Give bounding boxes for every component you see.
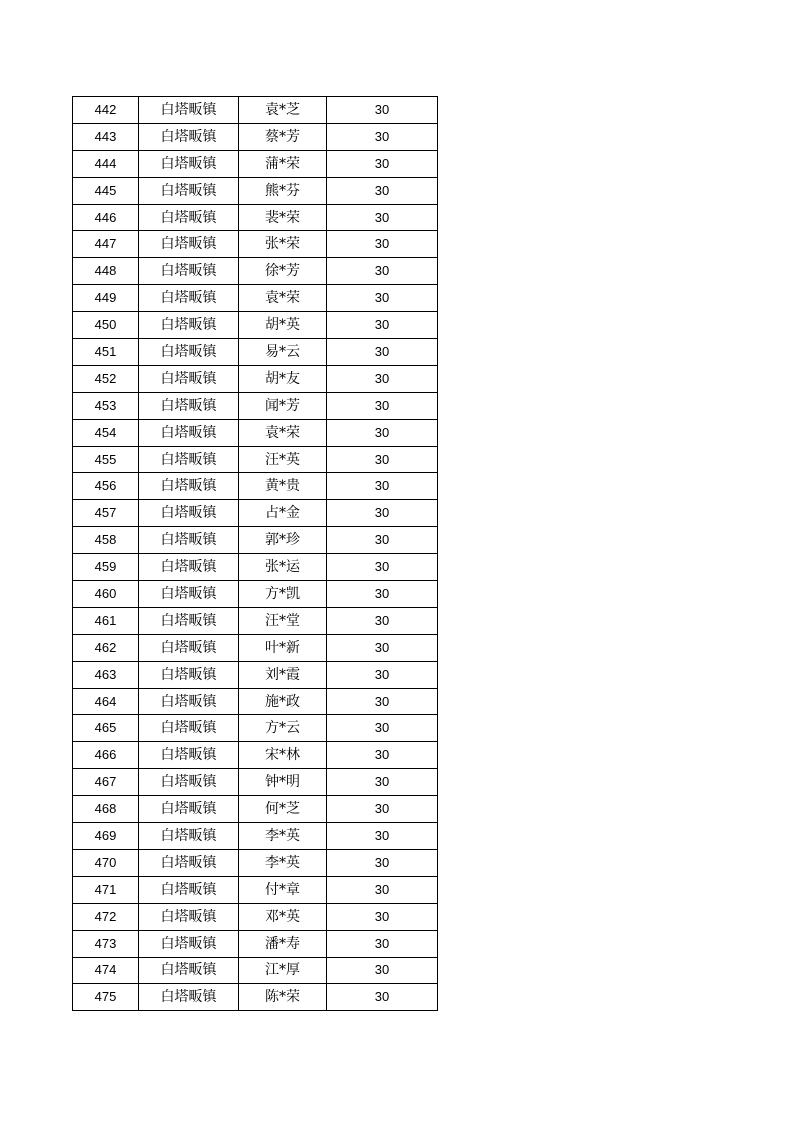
town-cell: 白塔畈镇	[139, 231, 239, 258]
table-row	[73, 581, 438, 608]
person-name-cell: 张*荣	[239, 231, 327, 258]
amount-cell: 30	[327, 796, 438, 823]
table-row	[73, 231, 438, 258]
town-cell: 白塔畈镇	[139, 177, 239, 204]
row-number-cell: 454	[73, 419, 139, 446]
amount-cell: 30	[327, 823, 438, 850]
table-row	[73, 930, 438, 957]
person-name-cell: 何*芝	[239, 796, 327, 823]
town-cell: 白塔畈镇	[139, 419, 239, 446]
town-cell: 白塔畈镇	[139, 554, 239, 581]
table-row	[73, 607, 438, 634]
town-cell: 白塔畈镇	[139, 204, 239, 231]
person-name-cell: 邓*英	[239, 903, 327, 930]
amount-cell: 30	[327, 903, 438, 930]
table-row	[73, 823, 438, 850]
row-number-cell: 457	[73, 500, 139, 527]
town-cell: 白塔畈镇	[139, 661, 239, 688]
amount-cell: 30	[327, 473, 438, 500]
table-row	[73, 769, 438, 796]
table-row	[73, 392, 438, 419]
town-cell: 白塔畈镇	[139, 285, 239, 312]
amount-cell: 30	[327, 446, 438, 473]
amount-cell: 30	[327, 285, 438, 312]
roster-table	[72, 96, 438, 1011]
person-name-cell: 叶*新	[239, 634, 327, 661]
row-number-cell: 442	[73, 97, 139, 124]
amount-cell: 30	[327, 715, 438, 742]
table-row	[73, 796, 438, 823]
table-row	[73, 419, 438, 446]
amount-cell: 30	[327, 312, 438, 339]
person-name-cell: 李*英	[239, 849, 327, 876]
row-number-cell: 451	[73, 339, 139, 366]
person-name-cell: 蒲*荣	[239, 150, 327, 177]
person-name-cell: 胡*英	[239, 312, 327, 339]
amount-cell: 30	[327, 392, 438, 419]
row-number-cell: 474	[73, 957, 139, 984]
row-number-cell: 471	[73, 876, 139, 903]
person-name-cell: 袁*荣	[239, 419, 327, 446]
table-row	[73, 365, 438, 392]
person-name-cell: 宋*林	[239, 742, 327, 769]
amount-cell: 30	[327, 150, 438, 177]
town-cell: 白塔畈镇	[139, 607, 239, 634]
table-row	[73, 634, 438, 661]
town-cell: 白塔畈镇	[139, 365, 239, 392]
amount-cell: 30	[327, 554, 438, 581]
person-name-cell: 黄*贵	[239, 473, 327, 500]
town-cell: 白塔畈镇	[139, 634, 239, 661]
row-number-cell: 456	[73, 473, 139, 500]
amount-cell: 30	[327, 769, 438, 796]
row-number-cell: 466	[73, 742, 139, 769]
amount-cell: 30	[327, 204, 438, 231]
town-cell: 白塔畈镇	[139, 312, 239, 339]
amount-cell: 30	[327, 661, 438, 688]
table-row	[73, 97, 438, 124]
row-number-cell: 465	[73, 715, 139, 742]
amount-cell: 30	[327, 500, 438, 527]
table-row	[73, 984, 438, 1011]
row-number-cell: 461	[73, 607, 139, 634]
row-number-cell: 455	[73, 446, 139, 473]
person-name-cell: 刘*霞	[239, 661, 327, 688]
amount-cell: 30	[327, 419, 438, 446]
amount-cell: 30	[327, 177, 438, 204]
table-row	[73, 339, 438, 366]
table-row	[73, 849, 438, 876]
person-name-cell: 袁*芝	[239, 97, 327, 124]
row-number-cell: 445	[73, 177, 139, 204]
row-number-cell: 469	[73, 823, 139, 850]
person-name-cell: 方*云	[239, 715, 327, 742]
roster-table-body	[73, 97, 438, 1011]
table-row	[73, 876, 438, 903]
row-number-cell: 464	[73, 688, 139, 715]
town-cell: 白塔畈镇	[139, 769, 239, 796]
row-number-cell: 446	[73, 204, 139, 231]
amount-cell: 30	[327, 876, 438, 903]
town-cell: 白塔畈镇	[139, 930, 239, 957]
amount-cell: 30	[327, 258, 438, 285]
table-row	[73, 285, 438, 312]
person-name-cell: 熊*芬	[239, 177, 327, 204]
town-cell: 白塔畈镇	[139, 97, 239, 124]
row-number-cell: 460	[73, 581, 139, 608]
person-name-cell: 江*厚	[239, 957, 327, 984]
town-cell: 白塔畈镇	[139, 581, 239, 608]
row-number-cell: 472	[73, 903, 139, 930]
person-name-cell: 裴*荣	[239, 204, 327, 231]
town-cell: 白塔畈镇	[139, 688, 239, 715]
town-cell: 白塔畈镇	[139, 876, 239, 903]
amount-cell: 30	[327, 688, 438, 715]
person-name-cell: 施*政	[239, 688, 327, 715]
table-row	[73, 661, 438, 688]
table-row	[73, 312, 438, 339]
town-cell: 白塔畈镇	[139, 527, 239, 554]
town-cell: 白塔畈镇	[139, 903, 239, 930]
row-number-cell: 459	[73, 554, 139, 581]
town-cell: 白塔畈镇	[139, 150, 239, 177]
town-cell: 白塔畈镇	[139, 957, 239, 984]
person-name-cell: 潘*寿	[239, 930, 327, 957]
amount-cell: 30	[327, 231, 438, 258]
table-row	[73, 204, 438, 231]
person-name-cell: 汪*堂	[239, 607, 327, 634]
table-row	[73, 446, 438, 473]
person-name-cell: 李*英	[239, 823, 327, 850]
table-row	[73, 554, 438, 581]
row-number-cell: 462	[73, 634, 139, 661]
town-cell: 白塔畈镇	[139, 500, 239, 527]
amount-cell: 30	[327, 365, 438, 392]
amount-cell: 30	[327, 984, 438, 1011]
amount-cell: 30	[327, 634, 438, 661]
row-number-cell: 449	[73, 285, 139, 312]
row-number-cell: 450	[73, 312, 139, 339]
person-name-cell: 钟*明	[239, 769, 327, 796]
table-row	[73, 150, 438, 177]
row-number-cell: 473	[73, 930, 139, 957]
town-cell: 白塔畈镇	[139, 392, 239, 419]
town-cell: 白塔畈镇	[139, 796, 239, 823]
town-cell: 白塔畈镇	[139, 123, 239, 150]
town-cell: 白塔畈镇	[139, 258, 239, 285]
person-name-cell: 胡*友	[239, 365, 327, 392]
person-name-cell: 徐*芳	[239, 258, 327, 285]
person-name-cell: 占*金	[239, 500, 327, 527]
amount-cell: 30	[327, 607, 438, 634]
table-row	[73, 258, 438, 285]
amount-cell: 30	[327, 97, 438, 124]
person-name-cell: 蔡*芳	[239, 123, 327, 150]
person-name-cell: 张*运	[239, 554, 327, 581]
row-number-cell: 467	[73, 769, 139, 796]
town-cell: 白塔畈镇	[139, 823, 239, 850]
person-name-cell: 易*云	[239, 339, 327, 366]
person-name-cell: 付*章	[239, 876, 327, 903]
amount-cell: 30	[327, 527, 438, 554]
row-number-cell: 443	[73, 123, 139, 150]
table-row	[73, 473, 438, 500]
amount-cell: 30	[327, 742, 438, 769]
row-number-cell: 447	[73, 231, 139, 258]
amount-cell: 30	[327, 957, 438, 984]
row-number-cell: 475	[73, 984, 139, 1011]
town-cell: 白塔畈镇	[139, 984, 239, 1011]
row-number-cell: 452	[73, 365, 139, 392]
table-row	[73, 715, 438, 742]
table-row	[73, 123, 438, 150]
town-cell: 白塔畈镇	[139, 473, 239, 500]
town-cell: 白塔畈镇	[139, 849, 239, 876]
town-cell: 白塔畈镇	[139, 742, 239, 769]
row-number-cell: 458	[73, 527, 139, 554]
table-row	[73, 527, 438, 554]
amount-cell: 30	[327, 581, 438, 608]
table-row	[73, 177, 438, 204]
row-number-cell: 448	[73, 258, 139, 285]
table-row	[73, 742, 438, 769]
person-name-cell: 郭*珍	[239, 527, 327, 554]
table-row	[73, 500, 438, 527]
amount-cell: 30	[327, 339, 438, 366]
row-number-cell: 444	[73, 150, 139, 177]
table-row	[73, 903, 438, 930]
row-number-cell: 453	[73, 392, 139, 419]
table-row	[73, 688, 438, 715]
amount-cell: 30	[327, 123, 438, 150]
town-cell: 白塔畈镇	[139, 446, 239, 473]
row-number-cell: 470	[73, 849, 139, 876]
person-name-cell: 汪*英	[239, 446, 327, 473]
person-name-cell: 陈*荣	[239, 984, 327, 1011]
town-cell: 白塔畈镇	[139, 339, 239, 366]
person-name-cell: 袁*荣	[239, 285, 327, 312]
person-name-cell: 闻*芳	[239, 392, 327, 419]
amount-cell: 30	[327, 849, 438, 876]
town-cell: 白塔畈镇	[139, 715, 239, 742]
row-number-cell: 463	[73, 661, 139, 688]
table-row	[73, 957, 438, 984]
person-name-cell: 方*凯	[239, 581, 327, 608]
row-number-cell: 468	[73, 796, 139, 823]
amount-cell: 30	[327, 930, 438, 957]
